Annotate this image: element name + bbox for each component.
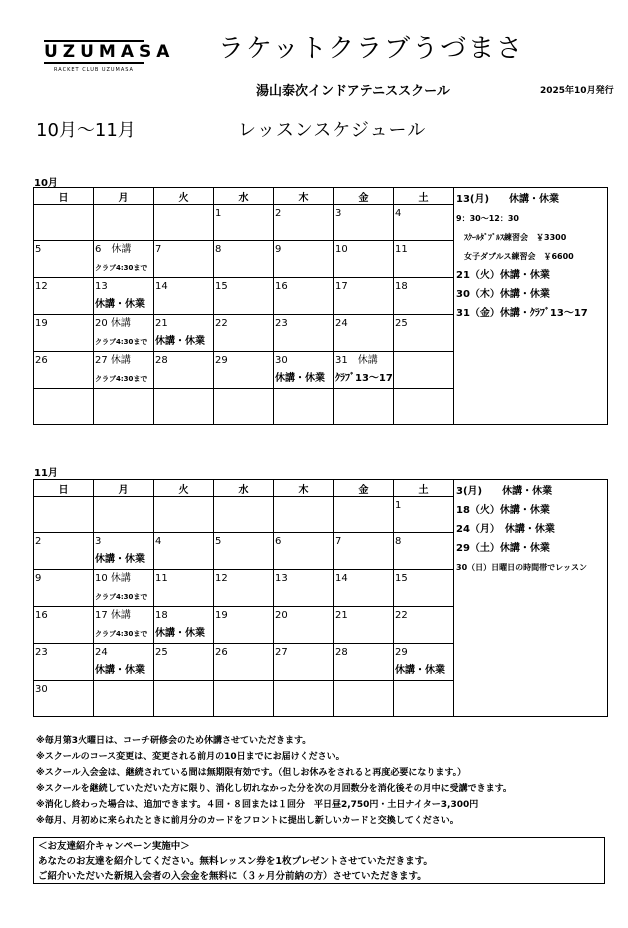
day-cell	[274, 278, 334, 315]
day-number	[335, 681, 392, 699]
day-cell	[94, 352, 154, 389]
day-number: 26	[35, 355, 48, 366]
day-cell	[274, 533, 334, 570]
day-cell	[34, 389, 94, 425]
day-number: 3	[335, 208, 342, 219]
day-number	[335, 389, 392, 407]
day-number: 25	[155, 647, 168, 658]
day-number: 15	[395, 573, 408, 584]
weekday-header: 金	[334, 480, 394, 497]
day-number	[395, 681, 452, 699]
day-number: 2	[35, 536, 42, 547]
day-cell	[214, 352, 274, 389]
day-cell	[34, 497, 94, 533]
day-note: 休講・休業	[395, 665, 445, 676]
day-cell	[214, 533, 274, 570]
day-cell	[34, 607, 94, 644]
day-number: 7	[155, 244, 162, 255]
school-name: 湯山泰次インドアテニススクール	[256, 84, 450, 99]
day-cell	[274, 681, 334, 717]
weekday-header: 水	[214, 188, 274, 205]
schedule-period: 10月～11月	[36, 120, 136, 141]
day-cell	[94, 570, 154, 607]
day-cell	[334, 570, 394, 607]
day-cell	[154, 278, 214, 315]
campaign-line: あなたのお友達を紹介してください。無料レッスン券を1枚プレゼントさせていただきます。	[38, 856, 433, 867]
campaign-line: ＜お友達紹介キャンペーン実施中＞	[38, 841, 190, 852]
day-cell	[34, 533, 94, 570]
day-note: クラブ4:30まで	[95, 630, 148, 638]
schedule-title: レッスンスケジュール	[238, 120, 427, 141]
note-line: ※毎月第3火曜日は、コーチ研修会のため休講させていただきます。	[36, 736, 312, 746]
day-number: 2	[275, 208, 282, 219]
day-number	[95, 681, 152, 699]
day-number: 22	[215, 318, 228, 329]
day-cell	[34, 205, 94, 241]
day-number	[35, 497, 92, 515]
day-number: 10	[335, 244, 348, 255]
closure-notes	[454, 188, 608, 425]
day-cell	[214, 389, 274, 425]
day-number: 19	[215, 610, 228, 621]
weekday-header: 金	[334, 188, 394, 205]
weekday-header: 日	[34, 188, 94, 205]
day-number	[95, 389, 152, 407]
day-number: 11	[155, 573, 168, 584]
day-number	[155, 497, 212, 515]
closure-note: 21（火）休講・休業	[456, 270, 550, 281]
day-number: 6	[275, 536, 282, 547]
october-calendar	[33, 187, 608, 425]
day-cell	[334, 607, 394, 644]
closure-note: 13(月) 休講・休業	[456, 194, 560, 205]
day-note: 休講・休業	[95, 554, 145, 565]
day-number: 20	[275, 610, 288, 621]
day-cell	[214, 570, 274, 607]
closure-note: ｽｸｰﾙﾀﾞﾌﾞﾙｽ練習会 ￥3300	[456, 233, 567, 242]
day-cell	[34, 644, 94, 681]
page-title: ラケットクラブうづまさ	[218, 34, 525, 64]
day-number: 27	[275, 647, 288, 658]
day-cell	[154, 497, 214, 533]
day-note: クラブ4:30まで	[95, 264, 148, 272]
note-line: ※スクールを継続していただいた方に限り、消化し切れなかった分を次の月回数分を消化後その月中に受講できます。	[36, 784, 512, 794]
day-cell	[34, 278, 94, 315]
day-cell	[34, 352, 94, 389]
day-number	[395, 389, 452, 407]
day-number	[35, 389, 92, 407]
day-cell	[154, 644, 214, 681]
weekday-header: 土	[394, 480, 454, 497]
day-cell	[94, 607, 154, 644]
day-note: クラブ4:30まで	[95, 375, 148, 383]
november-label: 11月	[34, 468, 58, 479]
day-cell	[274, 644, 334, 681]
day-number	[215, 497, 272, 515]
note-line: ※スクールのコース変更は、変更される前月の10日までにお届けください。	[36, 752, 345, 762]
day-cell	[334, 497, 394, 533]
day-number: 12	[35, 281, 48, 292]
day-cell	[334, 278, 394, 315]
weekday-header-row	[34, 188, 608, 205]
day-number: 14	[335, 573, 348, 584]
day-cell	[274, 241, 334, 278]
day-cell	[334, 533, 394, 570]
day-number: 29	[215, 355, 228, 366]
weekday-header: 水	[214, 480, 274, 497]
weekday-header-row	[34, 480, 608, 497]
day-number: 17	[335, 281, 348, 292]
weekday-header: 月	[94, 480, 154, 497]
day-number: 17 休講	[95, 610, 131, 621]
note-line: ※消化し終わった場合は、追加できます。４回・８回または１回分 平日昼2,750円・土日ナイター3,300円	[36, 800, 479, 810]
day-number: 1	[215, 208, 222, 219]
day-cell	[274, 389, 334, 425]
day-cell	[334, 205, 394, 241]
day-note: 休講・休業	[275, 373, 325, 384]
day-cell	[394, 607, 454, 644]
day-cell	[154, 533, 214, 570]
day-cell	[214, 205, 274, 241]
day-cell	[34, 681, 94, 717]
day-number: 30	[35, 684, 48, 695]
day-number	[215, 389, 272, 407]
day-cell	[94, 241, 154, 278]
day-cell	[154, 607, 214, 644]
day-cell	[274, 315, 334, 352]
day-cell	[94, 681, 154, 717]
notes-list	[36, 733, 512, 829]
day-cell	[214, 607, 274, 644]
day-cell	[94, 644, 154, 681]
club-logo	[44, 40, 175, 76]
day-cell	[394, 570, 454, 607]
day-number: 28	[155, 355, 168, 366]
day-cell	[394, 352, 454, 389]
day-number: 12	[215, 573, 228, 584]
day-number: 21	[155, 318, 168, 329]
day-cell	[94, 497, 154, 533]
day-number: 29	[395, 647, 408, 658]
day-number: 4	[155, 536, 162, 547]
closure-note: 31（金）休講・ｸﾗﾌﾞ13～17	[456, 308, 588, 319]
closure-note: 24（月） 休講・休業	[456, 524, 555, 535]
day-cell	[274, 570, 334, 607]
day-cell	[394, 533, 454, 570]
day-note: 休講・休業	[155, 628, 205, 639]
weekday-header: 火	[154, 188, 214, 205]
day-number: 25	[395, 318, 408, 329]
note-line: ※スクール入会金は、継続されている間は無期限有効です。（但しお休みをされると再度必要になります。）	[36, 768, 467, 778]
day-number: 16	[275, 281, 288, 292]
day-cell	[154, 205, 214, 241]
day-cell	[394, 315, 454, 352]
day-number: 26	[215, 647, 228, 658]
day-cell	[94, 389, 154, 425]
day-number	[95, 205, 152, 223]
closure-note: 29（土）休講・休業	[456, 543, 550, 554]
day-number: 5	[35, 244, 42, 255]
day-number: 18	[395, 281, 408, 292]
day-cell	[394, 278, 454, 315]
closure-note: 9：30～12：30	[456, 214, 519, 223]
day-cell	[394, 681, 454, 717]
day-cell	[154, 352, 214, 389]
day-number	[395, 352, 452, 370]
day-number: 18	[155, 610, 168, 621]
day-cell	[394, 389, 454, 425]
day-number	[335, 497, 392, 515]
day-cell	[334, 315, 394, 352]
closure-note: 30（日）日曜日の時間帯でレッスン	[456, 563, 588, 572]
day-note: 休講・休業	[95, 665, 145, 676]
day-cell	[94, 205, 154, 241]
day-number: 1	[395, 500, 402, 511]
day-cell	[214, 644, 274, 681]
day-number: 13	[275, 573, 288, 584]
day-cell	[34, 241, 94, 278]
day-note: クラブ4:30まで	[95, 338, 148, 346]
day-number: 22	[395, 610, 408, 621]
day-number	[275, 681, 332, 699]
day-number: 28	[335, 647, 348, 658]
day-number: 23	[35, 647, 48, 658]
day-number: 3	[95, 536, 102, 547]
day-cell	[154, 570, 214, 607]
day-cell	[274, 205, 334, 241]
day-number	[155, 681, 212, 699]
day-number: 15	[215, 281, 228, 292]
closure-note: 女子ダブルス練習会 ￥6600	[456, 252, 574, 261]
day-number: 20 休講	[95, 318, 131, 329]
closure-note: 3(月) 休講・休業	[456, 486, 553, 497]
day-number: 7	[335, 536, 342, 547]
campaign-box	[33, 837, 605, 884]
day-cell	[154, 315, 214, 352]
day-cell	[214, 497, 274, 533]
day-cell	[214, 278, 274, 315]
day-note: クラブ4:30まで	[95, 593, 148, 601]
day-cell	[154, 681, 214, 717]
day-number: 14	[155, 281, 168, 292]
logo-subtext: RACKET CLUB UZUMASA	[54, 67, 134, 73]
day-number: 21	[335, 610, 348, 621]
day-cell	[214, 241, 274, 278]
closure-notes	[454, 480, 608, 717]
day-number: 19	[35, 318, 48, 329]
day-number	[215, 681, 272, 699]
day-cell	[334, 389, 394, 425]
day-number: 27 休講	[95, 355, 131, 366]
day-number: 8	[215, 244, 222, 255]
weekday-header: 木	[274, 480, 334, 497]
weekday-header: 土	[394, 188, 454, 205]
day-cell	[334, 681, 394, 717]
day-cell	[94, 533, 154, 570]
day-number	[155, 205, 212, 223]
day-number: 5	[215, 536, 222, 547]
day-cell	[274, 352, 334, 389]
day-cell	[394, 497, 454, 533]
weekday-header: 火	[154, 480, 214, 497]
day-cell	[94, 315, 154, 352]
day-number: 4	[395, 208, 402, 219]
closure-note: 18（火）休講・休業	[456, 505, 550, 516]
weekday-header: 月	[94, 188, 154, 205]
day-number	[275, 497, 332, 515]
november-calendar	[33, 479, 608, 717]
day-number: 13	[95, 281, 108, 292]
issue-date: 2025年10月発行	[540, 86, 614, 96]
day-number	[275, 389, 332, 407]
day-number: 16	[35, 610, 48, 621]
day-number: 6 休講	[95, 244, 132, 255]
day-cell	[394, 644, 454, 681]
day-cell	[334, 241, 394, 278]
day-cell	[154, 389, 214, 425]
day-note: ｸﾗﾌﾞ13～17	[335, 373, 393, 384]
day-note: 休講・休業	[95, 299, 145, 310]
day-cell	[394, 241, 454, 278]
day-number: 24	[335, 318, 348, 329]
day-note: 休講・休業	[155, 336, 205, 347]
day-number: 10 休講	[95, 573, 131, 584]
day-number: 24	[95, 647, 108, 658]
closure-note: 30（木）休講・休業	[456, 289, 550, 300]
day-cell	[334, 352, 394, 389]
day-number: 8	[395, 536, 402, 547]
day-cell	[94, 278, 154, 315]
day-cell	[334, 644, 394, 681]
day-number: 30	[275, 355, 288, 366]
day-number	[35, 205, 92, 223]
day-number: 31 休講	[335, 355, 378, 366]
note-line: ※毎月、月初めに来られたときに前月分のカードをフロントに提出し新しいカードと交換してください。	[36, 816, 459, 826]
logo-text: UZUMASA	[44, 42, 175, 62]
campaign-line: ご紹介いただいた新規入会者の入会金を無料に（３ヶ月分前納の方）させていただきます。	[38, 871, 427, 882]
weekday-header: 木	[274, 188, 334, 205]
day-cell	[214, 315, 274, 352]
day-number: 9	[35, 573, 42, 584]
weekday-header: 日	[34, 480, 94, 497]
day-cell	[214, 681, 274, 717]
day-cell	[34, 315, 94, 352]
day-number: 9	[275, 244, 282, 255]
day-number: 11	[395, 244, 408, 255]
day-cell	[274, 607, 334, 644]
day-number	[95, 497, 152, 515]
day-cell	[34, 570, 94, 607]
day-cell	[154, 241, 214, 278]
october-label: 10月	[34, 178, 58, 189]
day-number	[155, 389, 212, 407]
day-number: 23	[275, 318, 288, 329]
day-cell	[394, 205, 454, 241]
day-cell	[274, 497, 334, 533]
